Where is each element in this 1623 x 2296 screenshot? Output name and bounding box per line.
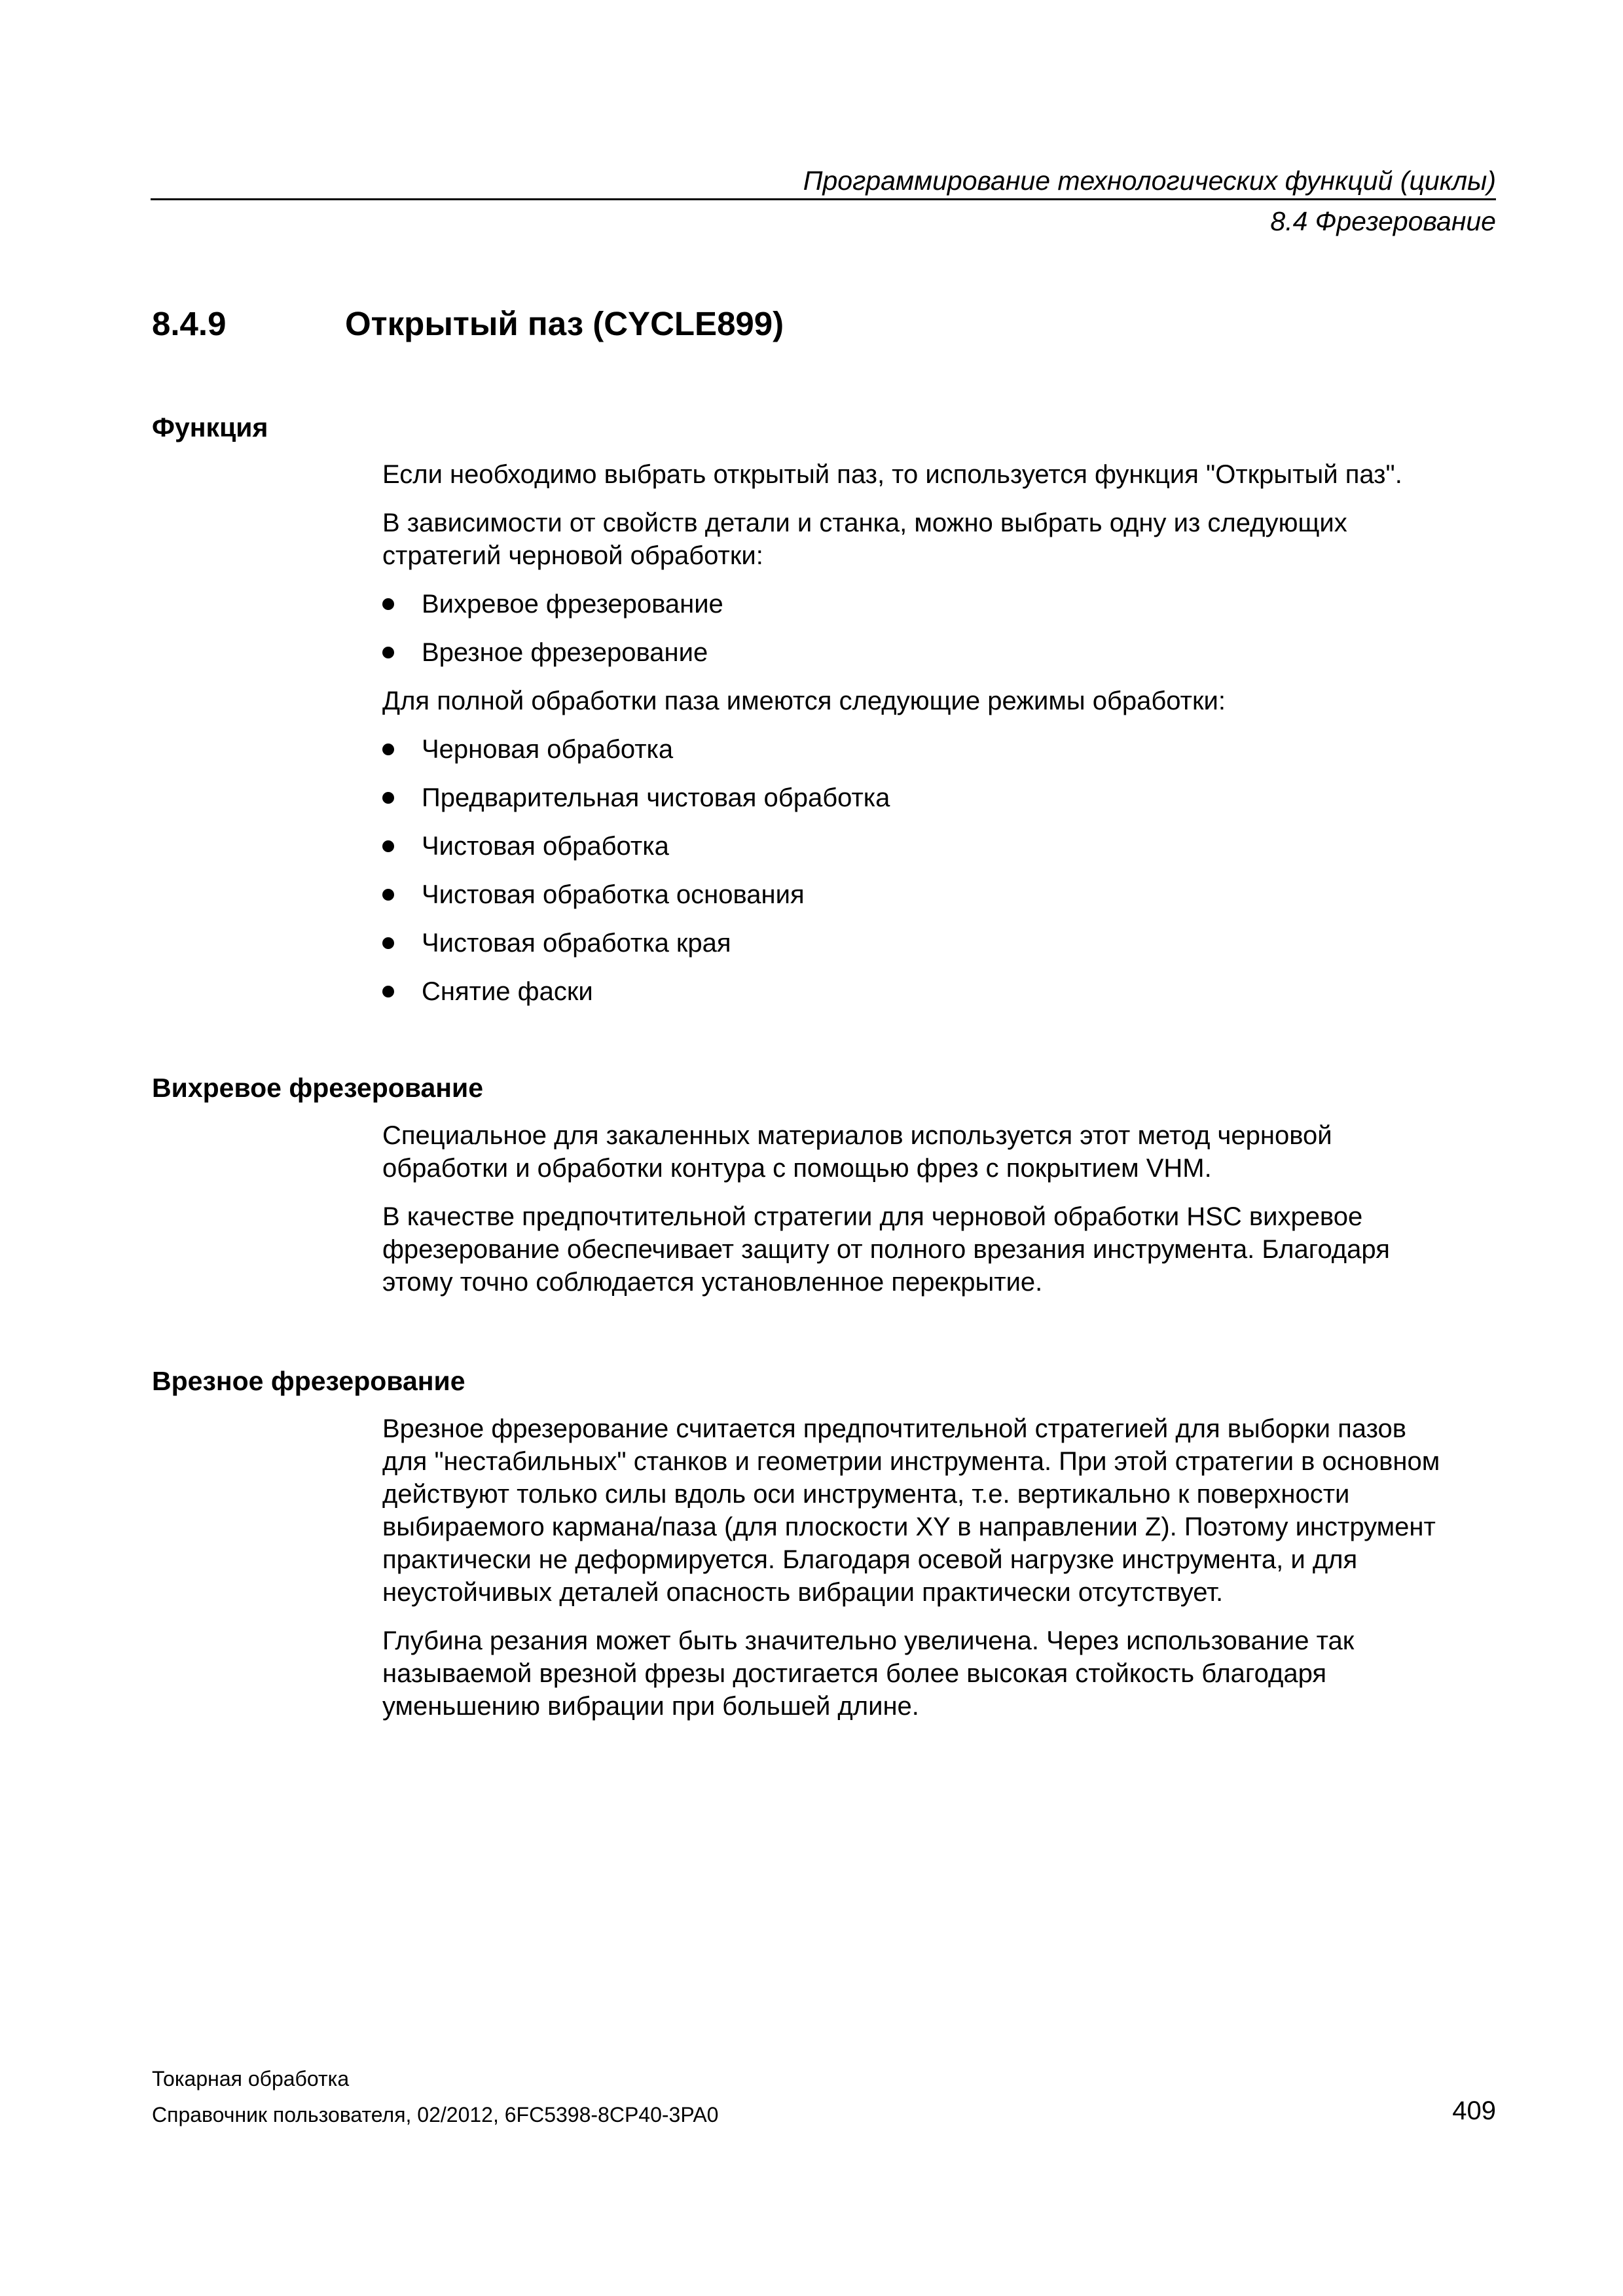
list-item-text: Чистовая обработка основания [422, 880, 805, 909]
plunge-paragraph-1 [382, 1412, 1508, 1609]
modes-intro-paragraph [382, 685, 1508, 717]
paragraph-line: уменьшению вибрации при большей длине. [382, 1692, 919, 1721]
vortex-paragraph-1 [382, 1119, 1508, 1185]
bullet-icon [382, 889, 394, 901]
bullet-icon [382, 840, 394, 852]
list-item [382, 878, 1508, 911]
footer-manual-info: Справочник пользователя, 02/2012, 6FC5398-8CP40-3PA0 [152, 2103, 719, 2126]
list-item-text: Чистовая обработка края [422, 929, 731, 958]
plunge-paragraph-2 [382, 1624, 1508, 1723]
paragraph-line: В качестве предпочтительной стратегии для черновой обработки HSC вихревое [382, 1202, 1363, 1231]
list-item [382, 927, 1508, 960]
subheading-vortex-milling: Вихревое фрезерование [152, 1073, 484, 1103]
footer-book-title: Токарная обработка [152, 2067, 350, 2090]
paragraph-line: Глубина резания может быть значительно увеличена. Через использование так [382, 1626, 1355, 1655]
modes-list [382, 733, 1508, 1008]
vortex-body [382, 1119, 1508, 1299]
modes-intro-line: Для полной обработки паза имеются следующие режимы обработки: [382, 687, 1226, 715]
list-item [382, 636, 1508, 669]
strategy-intro-line: стратегий черновой обработки: [382, 541, 763, 570]
paragraph-line: действуют только силы вдоль оси инструмента, т.е. вертикально к поверхности [382, 1480, 1350, 1509]
subheading-plunge-milling: Врезное фрезерование [152, 1366, 465, 1396]
list-item [382, 588, 1508, 620]
paragraph-line: фрезерование обеспечивает защиту от полного врезания инструмента. Благодаря [382, 1235, 1390, 1264]
list-item-text: Черновая обработка [422, 735, 674, 764]
paragraph-line: выбираемого кармана/паза (для плоскости XY в направлении Z). Поэтому инструмент [382, 1513, 1436, 1541]
header-rule [151, 198, 1496, 200]
running-header-section: 8.4 Фрезерование [1270, 206, 1496, 236]
list-item [382, 975, 1508, 1008]
list-item-text: Предварительная чистовая обработка [422, 783, 890, 812]
function-intro-line: Если необходимо выбрать открытый паз, то используется функция "Открытый паз". [382, 460, 1402, 489]
list-item-text: Чистовая обработка [422, 832, 669, 861]
paragraph-line: Специальное для закаленных материалов используется этот метод черновой [382, 1121, 1332, 1150]
list-item-text: Снятие фаски [422, 977, 593, 1006]
section-title: Открытый паз (CYCLE899) [345, 305, 784, 342]
function-intro-paragraph [382, 458, 1508, 491]
strategy-list [382, 588, 1508, 669]
paragraph-line: Врезное фрезерование считается предпочтительной стратегией для выборки пазов [382, 1414, 1406, 1443]
vortex-paragraph-2 [382, 1200, 1508, 1299]
bullet-icon [382, 792, 394, 804]
list-item [382, 781, 1508, 814]
list-item-text: Вихревое фрезерование [422, 590, 723, 619]
bullet-icon [382, 647, 394, 658]
bullet-icon [382, 986, 394, 997]
bullet-icon [382, 598, 394, 610]
running-header-chapter: Программирование технологических функций (циклы) [803, 166, 1496, 196]
paragraph-line: для "нестабильных" станков и геометрии инструмента. При этой стратегии в основном [382, 1447, 1440, 1476]
strategy-intro-paragraph [382, 507, 1508, 572]
strategy-intro-line: В зависимости от свойств детали и станка, можно выбрать одну из следующих [382, 509, 1347, 537]
function-body [382, 458, 1508, 1024]
paragraph-line: практически не деформируется. Благодаря осевой нагрузке инструмента, и для [382, 1545, 1358, 1574]
paragraph-line: называемой врезной фрезы достигается более высокая стойкость благодаря [382, 1659, 1327, 1688]
list-item-text: Врезное фрезерование [422, 638, 708, 667]
bullet-icon [382, 744, 394, 755]
plunge-body [382, 1412, 1508, 1723]
paragraph-line: обработки и обработки контура с помощью фрез с покрытием VHM. [382, 1154, 1212, 1183]
section-number: 8.4.9 [152, 305, 227, 342]
list-item [382, 733, 1508, 766]
paragraph-line: этому точно соблюдается установленное перекрытие. [382, 1268, 1043, 1297]
bullet-icon [382, 937, 394, 949]
paragraph-line: неустойчивых деталей опасность вибрации практически отсутствует. [382, 1578, 1224, 1607]
page-number: 409 [1452, 2096, 1496, 2125]
list-item [382, 830, 1508, 863]
subheading-function: Функция [152, 412, 268, 442]
